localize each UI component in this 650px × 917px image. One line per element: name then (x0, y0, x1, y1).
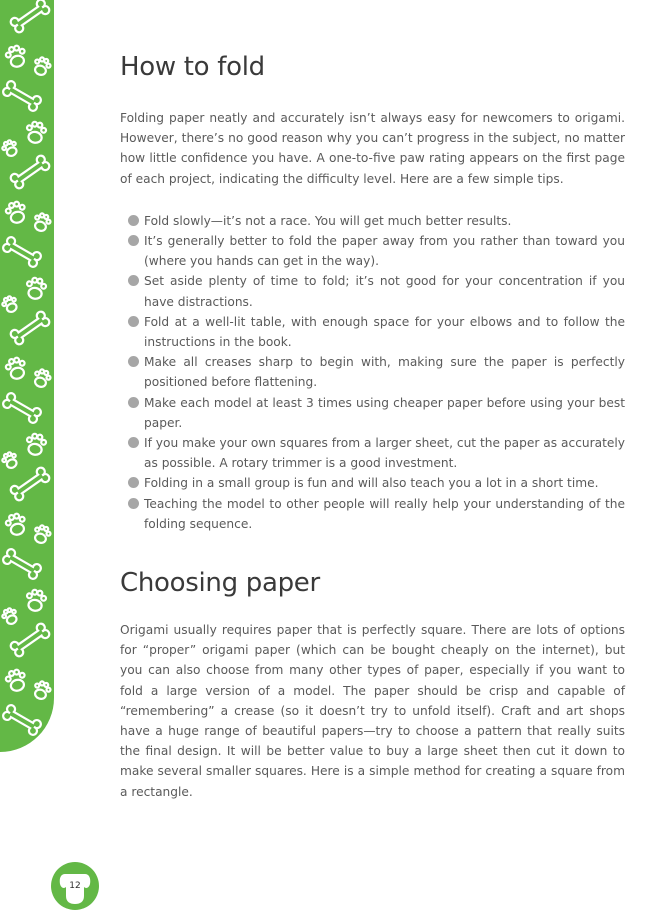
fold-tips-list (120, 211, 625, 534)
bullet-icon (128, 316, 139, 327)
tip-text: Folding in a small group is fun and will also teach you a lot in a short time. (144, 476, 599, 491)
tip-text: It’s generally better to fold the paper away from you rather than toward you (where you hands can get in the way). (144, 234, 625, 269)
bullet-icon (128, 275, 139, 286)
tip-item (120, 494, 625, 534)
tip-item (120, 352, 625, 392)
tip-item (120, 211, 625, 231)
tip-item (120, 473, 625, 493)
paw-bone-side-band (0, 0, 54, 752)
page-number-badge (51, 862, 99, 910)
tip-text: Fold at a well-lit table, with enough space for your elbows and to follow the instructions in the book. (144, 314, 625, 350)
bullet-icon (128, 477, 139, 488)
fold-intro-paragraph: Folding paper neatly and accurately isn’t always easy for newcomers to origami. However, there’s no good reason why you can’t progress in the subject, no matter how little confidence you have. A one-to-five paw rating appears on the first page of each project, indicating the difficulty level. Here are a few simple tips. (120, 111, 625, 186)
page-number: 12 (69, 881, 81, 891)
bullet-icon (128, 437, 139, 448)
tip-text: Set aside plenty of time to fold; it’s not good for your concentration if you have distractions. (144, 274, 625, 309)
tip-text: Fold slowly—it’s not a race. You will get much better results. (144, 213, 512, 228)
bullet-icon (128, 498, 139, 509)
tip-text: Make each model at least 3 times using cheaper paper before using your best paper. (144, 395, 625, 430)
section-title-choosing-paper: Choosing paper (120, 568, 320, 599)
tip-item (120, 312, 625, 352)
paw-bone-pattern-icon (0, 0, 54, 752)
tip-item (120, 231, 625, 271)
tip-item (120, 433, 625, 473)
tip-text: If you make your own squares from a larger sheet, cut the paper as accurately as possible. A rotary trimmer is a good investment. (144, 436, 625, 471)
tip-text: Teaching the model to other people will really help your understanding of the folding sequence. (144, 496, 625, 531)
tip-item (120, 271, 625, 311)
tip-item (120, 393, 625, 433)
bullet-icon (128, 397, 139, 408)
bullet-icon (128, 356, 139, 367)
bullet-icon (128, 215, 139, 226)
bullet-icon (128, 235, 139, 246)
choosing-paper-paragraph: Origami usually requires paper that is perfectly square. There are lots of options for “proper” origami paper (which can be bought cheaply on the internet), but you can also choose from many other types of paper, especially if you want to fold a large version of a model. The paper should be crisp and capable of “remembering” a crease (so it doesn’t try to unfold itself). Craft and art shops have a huge range of beautiful papers—try to choose a pattern that really suits the final design. It will be better value to buy a large sheet then cut it down to make several smaller squares. Here is a simple method for creating a square from a rectangle. (120, 623, 625, 799)
section-title-how-to-fold: How to fold (120, 52, 265, 82)
page-content (120, 52, 625, 802)
tip-text: Make all creases sharp to begin with, making sure the paper is perfectly positioned before flattening. (144, 355, 625, 390)
